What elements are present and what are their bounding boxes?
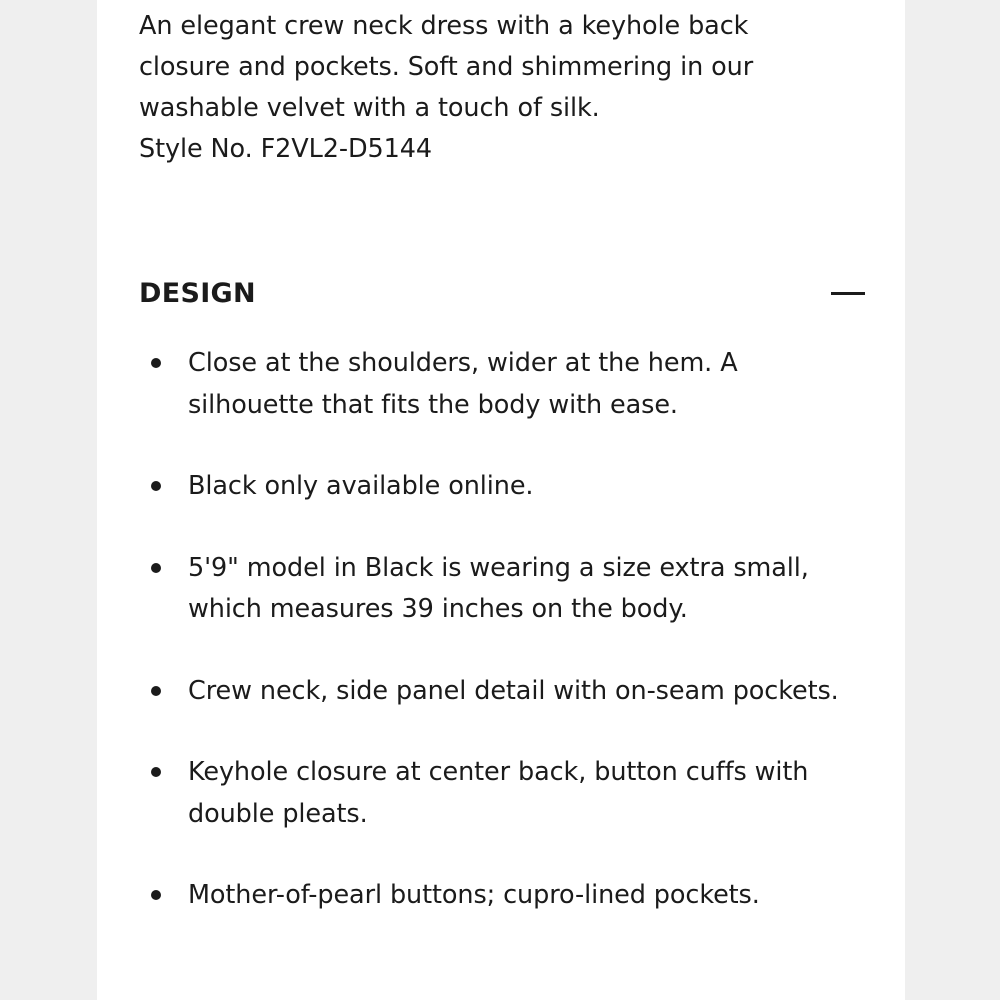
bullet-icon: [151, 767, 161, 777]
list-item: [139, 671, 859, 713]
bullet-icon: [151, 686, 161, 696]
list-item-text: Crew neck, side panel detail with on-seam pockets.: [188, 675, 839, 706]
design-section-title: DESIGN: [139, 277, 256, 309]
bullet-icon: [151, 890, 161, 900]
bullet-icon: [151, 481, 161, 491]
list-item-text: Mother-of-pearl buttons; cupro-lined pockets.: [188, 880, 760, 910]
design-accordion-header[interactable]: [139, 272, 865, 314]
list-item-text: Black only available online.: [188, 471, 534, 501]
list-item: [139, 466, 859, 508]
minus-icon[interactable]: [831, 292, 865, 295]
product-description: [139, 6, 839, 170]
list-item-text: 5'9" model in Black is wearing a size extra small, which measures 39 inches on the body.: [188, 552, 809, 624]
design-bullet-list: [139, 343, 859, 957]
bullet-icon: [151, 563, 161, 573]
list-item: [139, 752, 859, 835]
list-item-text: Keyhole closure at center back, button cuffs with double pleats.: [188, 757, 809, 829]
list-item: [139, 343, 859, 426]
list-item-text: Close at the shoulders, wider at the hem. A silhouette that fits the body with ease.: [188, 348, 738, 420]
product-details-panel: [97, 0, 905, 1000]
style-number: Style No. F2VL2-D5144: [139, 134, 432, 164]
description-text: An elegant crew neck dress with a keyhole back closure and pockets. Soft and shimmering in our washable velvet with a touch of silk.: [139, 11, 754, 123]
list-item: [139, 548, 859, 631]
bullet-icon: [151, 358, 161, 368]
list-item: [139, 875, 859, 917]
